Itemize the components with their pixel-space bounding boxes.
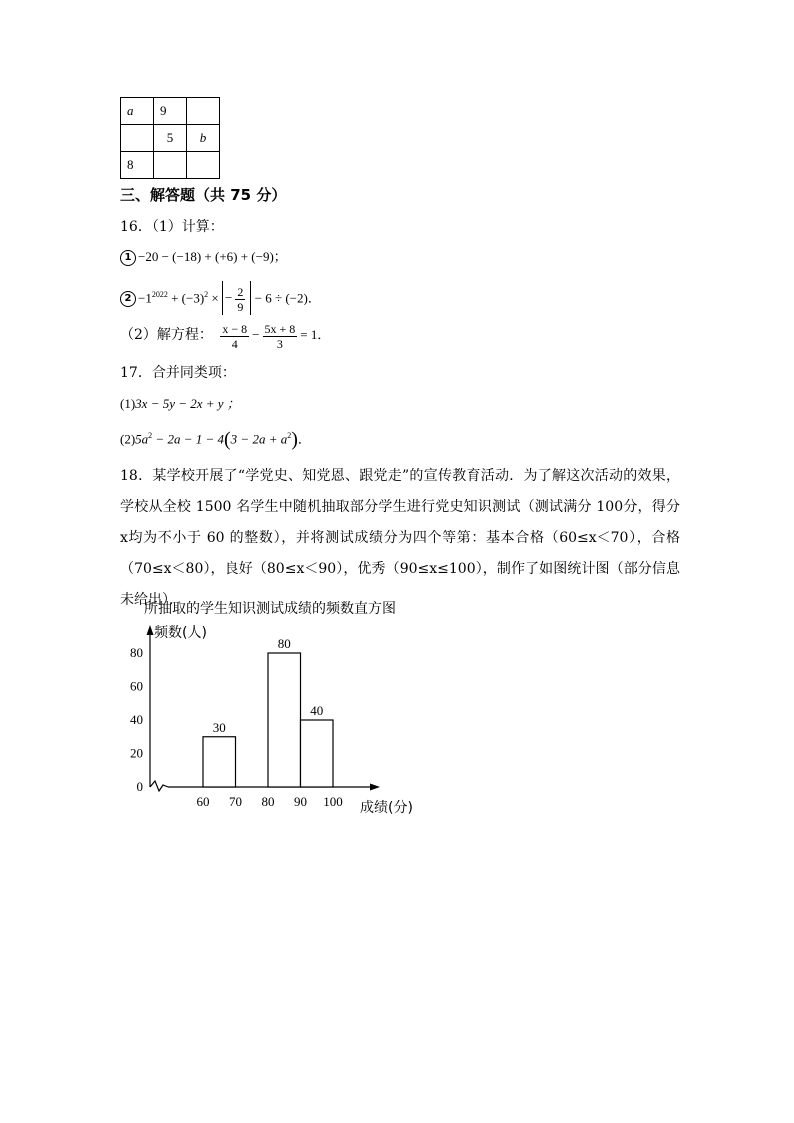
chart-title: 所抽取的学生知识测试成绩的频数直方图	[144, 601, 396, 617]
q17-item2-inner: 3 − 2a + a	[230, 431, 288, 447]
x-tick-label: 70	[229, 794, 242, 809]
denominator: 3	[276, 336, 283, 351]
x-tick-label: 90	[294, 794, 307, 809]
numerator: 2	[237, 284, 244, 299]
q16-item1	[120, 247, 287, 267]
q16-part2-label: （2）解方程：	[120, 327, 213, 343]
q16-label: 16．（1）计算：	[120, 219, 224, 235]
x-tick-label: 100	[323, 794, 343, 809]
grid-cell: 8	[121, 152, 154, 179]
q17-item2-part: − 2a − 1 − 4	[152, 431, 224, 447]
grid-cell: 9	[154, 98, 187, 125]
q16-part2	[120, 318, 330, 352]
histogram-chart	[110, 595, 440, 825]
x-tick-label: 80	[261, 794, 275, 809]
grid-cell: 5	[154, 125, 187, 152]
grid-cell	[154, 152, 187, 179]
q17-item2-end: ．	[297, 431, 311, 447]
y-axis-label: 频数(人)	[154, 625, 207, 641]
section-title: 三、解答题（共 75 分）	[120, 186, 287, 204]
y-tick-label: 20	[130, 745, 143, 761]
fraction	[263, 322, 298, 351]
equation-rhs: = 1．	[300, 327, 331, 342]
q16-item2	[120, 278, 321, 315]
circled-number-1: 1	[120, 250, 136, 266]
q17-item1	[120, 394, 240, 414]
exponent: 2022	[151, 290, 168, 299]
grid-cell: a	[121, 98, 154, 125]
q18-text: 18．某学校开展了“学党史、知党恩、跟党走”的宣传教育活动．为了解这次活动的效果，学校从全校 1500 名学生中随机抽取部分学生进行党史知识测试（测试满分 100分，得分 x均为不小于 60 的整数），并将测试成绩分为四个等第：基本合格（60≤x＜70），合格（70≤x＜80），良好（80≤x＜90），优秀（90≤x≤100），制作了如图统计图（部分信息未给出）．	[120, 468, 680, 608]
numerator: x − 8	[222, 321, 248, 336]
grid-cell	[187, 98, 220, 125]
q16-item2-part: ×	[208, 290, 219, 306]
q16-item2-part: + (−3)	[167, 290, 205, 306]
abs-sign: −	[225, 290, 233, 306]
q17-item2: $(2)5a^2 - 2a - 1 - 4(3 - 2a + a^2)$．	[120, 428, 311, 451]
y-tick-label: 80	[130, 645, 143, 660]
q16-item2-part: − 6 ÷ (−2)．	[254, 290, 321, 306]
y-tick-label: 60	[130, 678, 143, 694]
bar-value-label: 40	[310, 703, 324, 718]
grid-cell	[187, 152, 220, 179]
histogram-bar	[301, 720, 334, 787]
q17-item1-expr: 3x − 5y − 2x + y ；	[135, 396, 240, 411]
grid-cell: b	[187, 125, 220, 152]
x-axis-label: 成绩(分)	[360, 800, 413, 816]
histogram-bar	[268, 653, 301, 787]
exponent: 2	[287, 431, 292, 440]
number-grid	[120, 97, 220, 179]
q17-label: 17．合并同类项：	[120, 365, 236, 381]
q16-item1-expr: −20 − (−18) + (+6) + (−9)；	[138, 249, 287, 264]
numerator: 5x + 8	[264, 321, 296, 336]
q17-item2-part: 5a	[135, 431, 149, 447]
exponent: 2	[148, 431, 153, 440]
histogram-bar	[203, 737, 236, 787]
circled-number-2: 2	[120, 291, 136, 307]
item-marker: (2)	[120, 431, 136, 447]
operator: −	[252, 327, 260, 342]
denominator: 4	[231, 336, 238, 351]
exponent: 2	[204, 290, 209, 299]
fraction	[220, 322, 249, 351]
x-tick-label: 60	[196, 794, 210, 809]
item-marker: (1)	[120, 396, 136, 411]
absolute-value	[222, 281, 251, 315]
bar-value-label: 30	[212, 719, 226, 735]
y-axis-arrow	[147, 625, 154, 635]
denominator: 9	[237, 299, 244, 314]
x-axis-arrow	[370, 784, 380, 791]
grid-cell	[121, 125, 154, 152]
y-tick-label: 40	[130, 712, 143, 727]
y-tick-label: 0	[136, 779, 143, 794]
q16-item2-part: −1	[138, 290, 152, 306]
bar-value-label: 80	[277, 636, 291, 651]
fraction	[235, 285, 245, 314]
axis-break	[150, 781, 168, 791]
